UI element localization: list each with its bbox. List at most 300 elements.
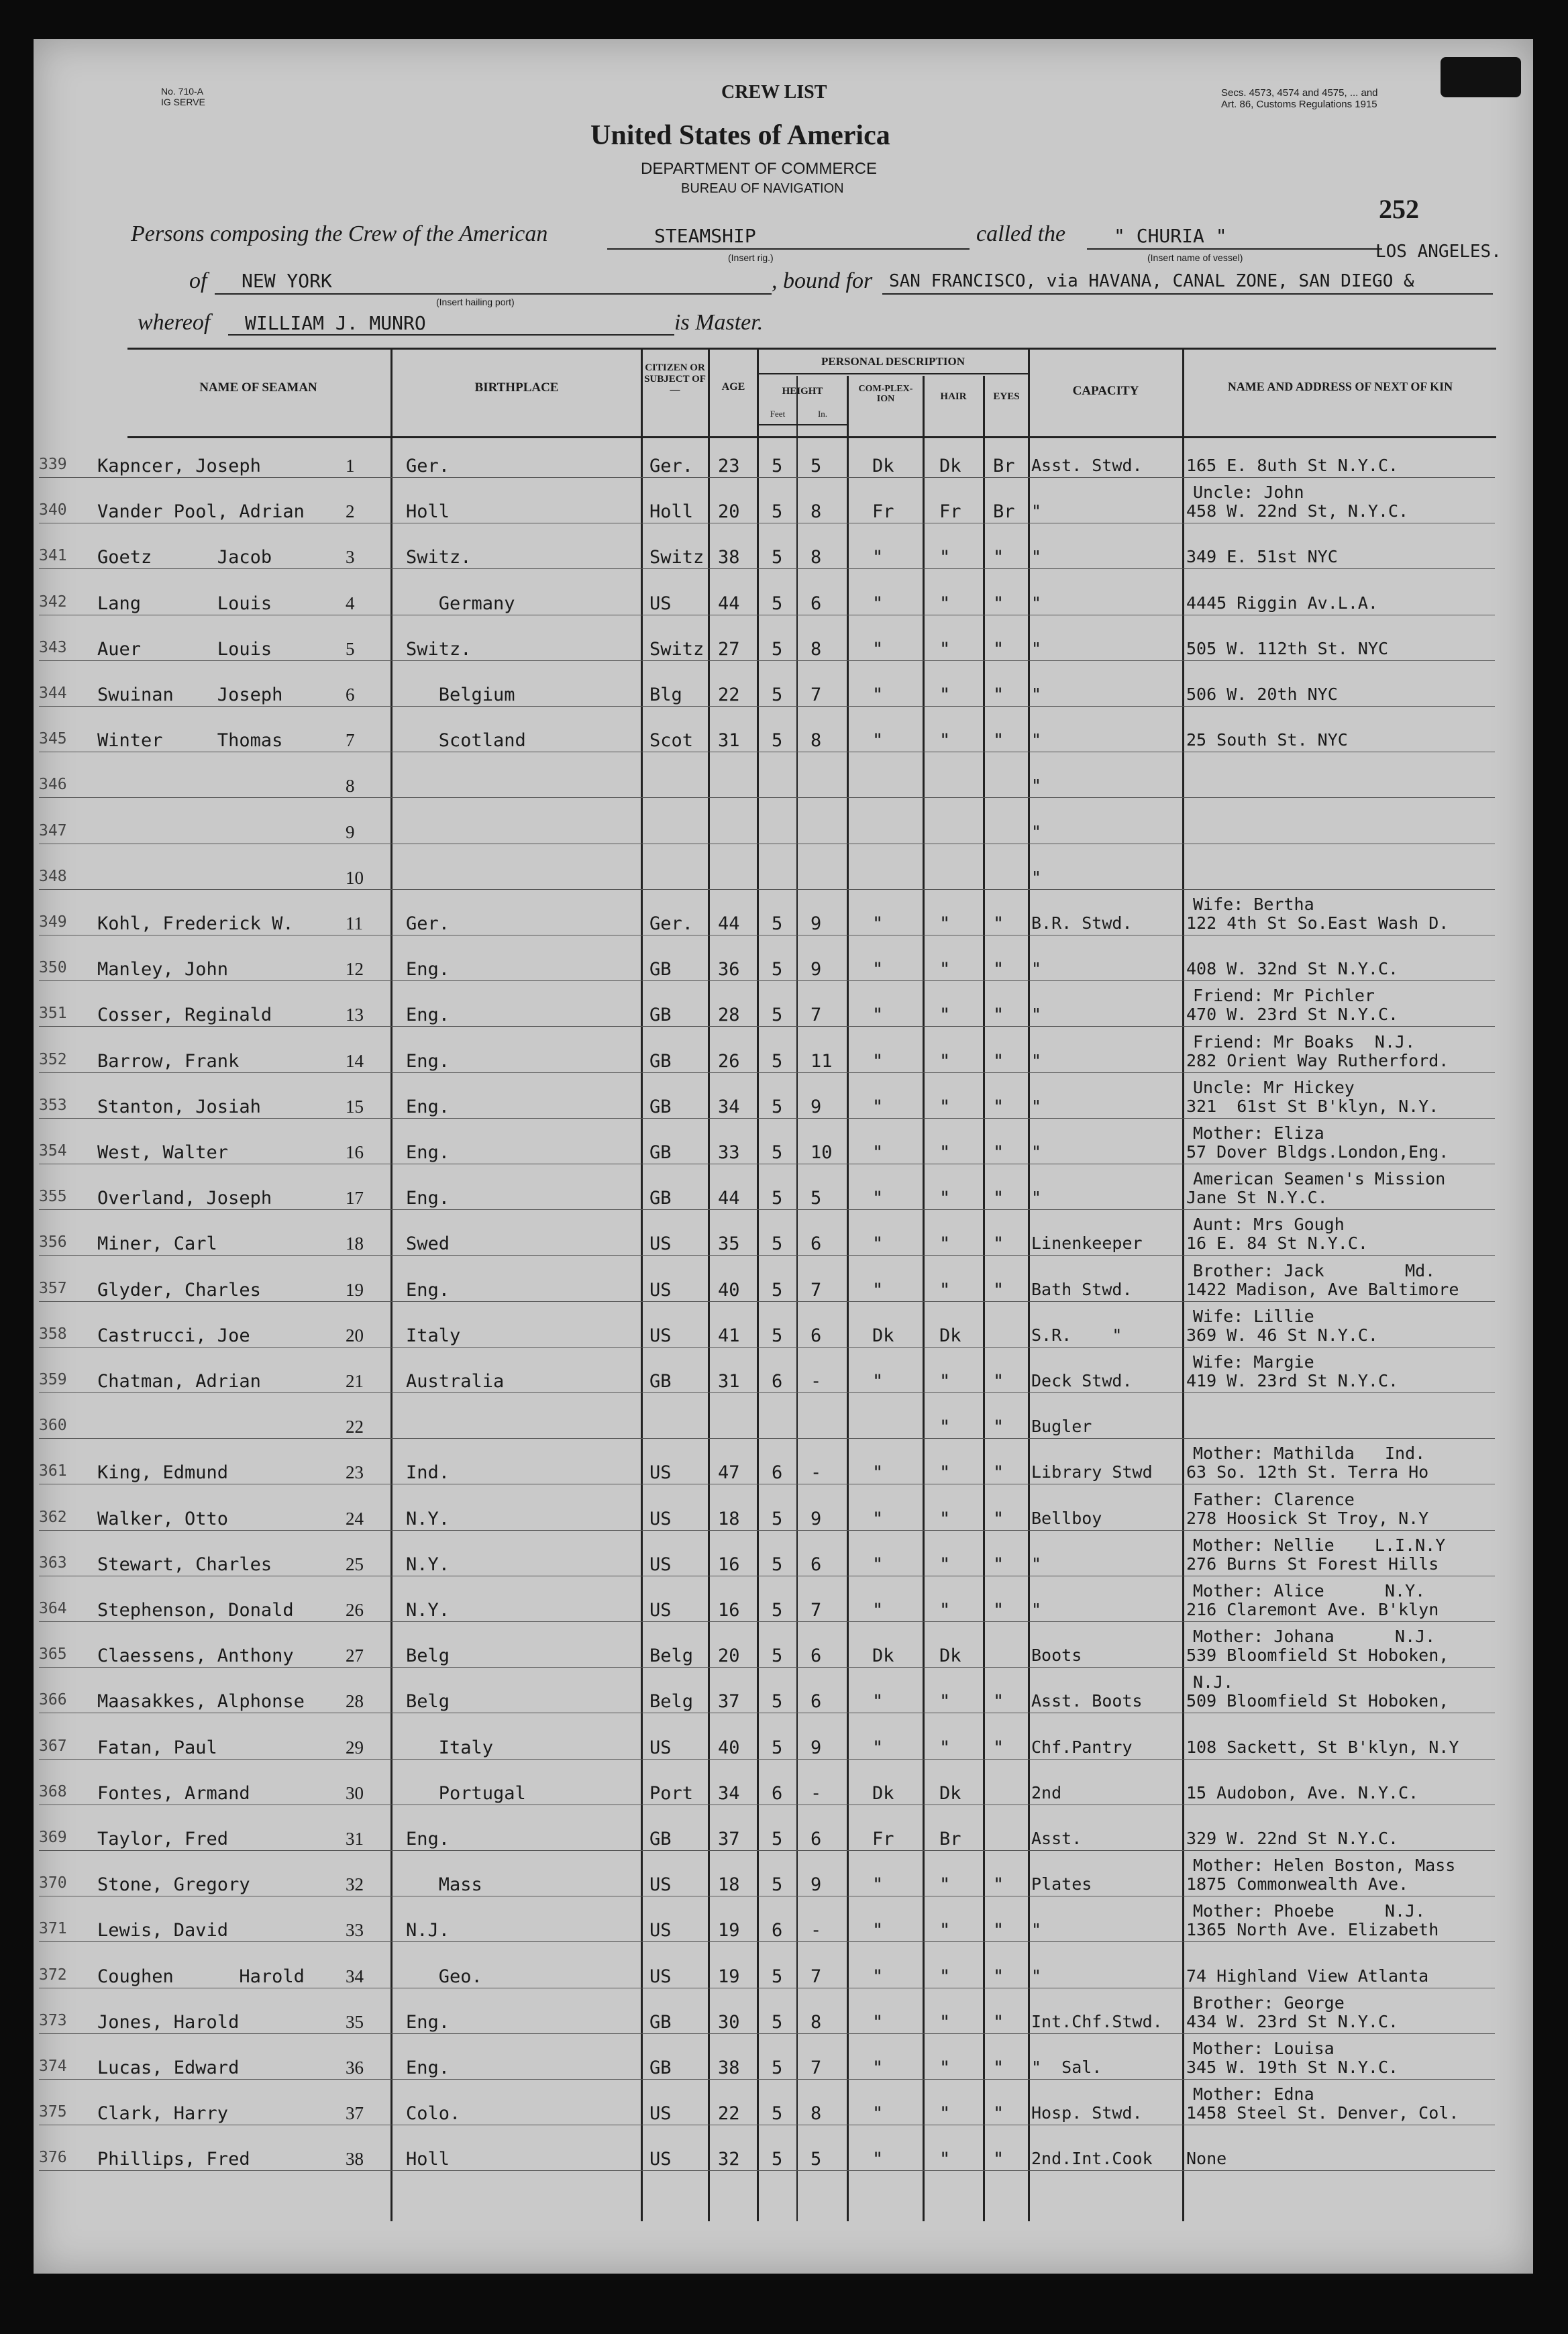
- row-rule: [39, 477, 1495, 478]
- citizenship: US: [649, 1508, 672, 1529]
- birthplace: Belgium: [406, 684, 515, 705]
- seaman-number: 18: [346, 1233, 364, 1254]
- citizenship: GB: [649, 1829, 672, 1849]
- citizenship: Scot: [649, 730, 694, 752]
- citizenship: Ger.: [649, 456, 694, 476]
- height-feet: 5: [772, 547, 783, 568]
- kin-name: American Seamen's Mission: [1193, 1169, 1446, 1189]
- birthplace: Eng.: [406, 1188, 450, 1209]
- capacity: Hosp. Stwd.: [1031, 2103, 1143, 2123]
- eyes: ": [993, 1554, 1004, 1575]
- eyes: ": [993, 1600, 1004, 1621]
- kin-address: 419 W. 23rd St N.Y.C.: [1186, 1371, 1399, 1390]
- citizenship: US: [649, 1600, 672, 1621]
- complexion: ": [872, 1279, 884, 1301]
- eyes: ": [993, 2103, 1004, 2125]
- seaman-number: 21: [346, 1371, 364, 1391]
- capacity: ": [1031, 730, 1042, 750]
- hair: ": [939, 2011, 951, 2033]
- kin-name: Wife: Margie: [1193, 1352, 1314, 1372]
- capacity: ": [1031, 684, 1042, 704]
- citizenship: GB: [649, 1188, 672, 1209]
- height-feet: 5: [772, 1691, 783, 1713]
- height-inches: 8: [811, 638, 822, 660]
- kin-name: N.J.: [1193, 1672, 1234, 1692]
- complexion: ": [872, 1508, 884, 1529]
- seaman-number: 35: [346, 2011, 364, 2032]
- citizenship: Switz: [649, 547, 704, 568]
- eyes: ": [993, 2011, 1004, 2033]
- row-line-number: 368: [39, 1782, 67, 1800]
- height-inches: 7: [811, 2058, 822, 2078]
- eyes: ": [993, 547, 1004, 568]
- kin-address: 282 Orient Way Rutherford.: [1186, 1050, 1449, 1070]
- kin-name: Friend: Mr Pichler: [1193, 986, 1375, 1006]
- birthplace: Eng.: [406, 2058, 450, 2078]
- row-line-number: 346: [39, 776, 67, 794]
- age: 34: [718, 1096, 740, 1117]
- col-hair: HAIR: [940, 391, 967, 402]
- row-line-number: 362: [39, 1508, 67, 1526]
- called-label: called the: [976, 221, 1066, 246]
- height-feet: 5: [772, 2149, 783, 2170]
- kin-address: 1365 North Ave. Elizabeth: [1186, 1920, 1439, 1940]
- row-rule: [39, 1209, 1495, 1210]
- seaman-number: 32: [346, 1874, 364, 1895]
- age: 28: [718, 1005, 740, 1026]
- height-inches: -: [811, 1920, 822, 1941]
- complexion: ": [872, 2011, 884, 2033]
- height-feet: 5: [772, 1005, 783, 1026]
- eyes: Br: [993, 501, 1015, 523]
- age: 18: [718, 1508, 740, 1529]
- kin-name: Mother: Edna: [1193, 2084, 1314, 2104]
- row-line-number: 347: [39, 821, 67, 840]
- complexion: ": [872, 1600, 884, 1621]
- capacity: Boots: [1031, 1645, 1082, 1666]
- row-line-number: 348: [39, 867, 67, 885]
- capacity: " Sal.: [1031, 2058, 1102, 2077]
- age: 16: [718, 1554, 740, 1575]
- row-rule: [39, 2170, 1495, 2171]
- seaman-number: 36: [346, 2058, 364, 2078]
- birthplace: Italy: [406, 1325, 461, 1346]
- height-inches: 8: [811, 501, 822, 523]
- crew-line-label: Persons composing the Crew of the American: [131, 221, 548, 246]
- kin-name: Mother: Alice N.Y.: [1193, 1581, 1426, 1601]
- kin-name: Brother: George: [1193, 1992, 1345, 2013]
- seaman-number: 2: [346, 501, 355, 522]
- seaman-number: 33: [346, 1920, 364, 1941]
- row-rule: [39, 1026, 1495, 1027]
- seaman-number: 30: [346, 1782, 364, 1803]
- col-birthplace: BIRTHPLACE: [474, 380, 559, 395]
- seaman-name: Miner, Carl: [97, 1233, 217, 1255]
- col-capacity: CAPACITY: [1072, 384, 1139, 398]
- rig-hint: (Insert rig.): [728, 252, 774, 263]
- citizenship: US: [649, 1325, 672, 1346]
- row-line-number: 363: [39, 1554, 67, 1572]
- eyes: ": [993, 1371, 1004, 1392]
- kin-name: Mother: Louisa: [1193, 2039, 1335, 2058]
- seaman-number: 6: [346, 684, 355, 705]
- form-number: No. 710-A IG SERVE: [161, 86, 205, 107]
- complexion: ": [872, 1554, 884, 1575]
- height-feet: 5: [772, 684, 783, 705]
- height-feet: 5: [772, 1050, 783, 1072]
- seaman-number: 23: [346, 1462, 364, 1483]
- eyes: ": [993, 684, 1004, 705]
- seaman-number: 38: [346, 2149, 364, 2170]
- complexion: ": [872, 730, 884, 752]
- citizenship: US: [649, 1920, 672, 1941]
- seaman-name: Stephenson, Donald: [97, 1600, 294, 1621]
- hair: ": [939, 1005, 951, 1026]
- seaman-name: Manley, John: [97, 959, 229, 980]
- capacity: S.R. ": [1031, 1325, 1122, 1345]
- kin-address: 369 W. 46 St N.Y.C.: [1186, 1325, 1378, 1345]
- citizenship: Switz: [649, 638, 704, 660]
- age: 44: [718, 593, 740, 614]
- seaman-name: Swuinan Joseph: [97, 684, 283, 705]
- age: 34: [718, 1782, 740, 1804]
- citizenship: US: [649, 2149, 672, 2170]
- age: 44: [718, 913, 740, 934]
- seaman-name: Glyder, Charles: [97, 1279, 261, 1301]
- whereof-label: whereof: [138, 310, 211, 335]
- row-rule: [39, 2033, 1495, 2034]
- row-rule: [39, 660, 1495, 661]
- birthplace: Swed: [406, 1233, 450, 1255]
- citizenship: GB: [649, 2011, 672, 2033]
- seaman-number: 22: [346, 1417, 364, 1437]
- age: 31: [718, 1371, 740, 1392]
- height-inches: 9: [811, 1096, 822, 1117]
- height-inches: 9: [811, 1737, 822, 1758]
- hair: ": [939, 1874, 951, 1896]
- height-feet: 5: [772, 1188, 783, 1209]
- seaman-number: 17: [346, 1188, 364, 1209]
- row-line-number: 340: [39, 501, 67, 519]
- row-line-number: 344: [39, 684, 67, 702]
- kin-address: 15 Audobon, Ave. N.Y.C.: [1186, 1782, 1419, 1803]
- row-rule: [39, 1255, 1495, 1256]
- capacity: Library Stwd: [1031, 1462, 1153, 1482]
- eyes: ": [993, 1233, 1004, 1255]
- height-feet: 5: [772, 1096, 783, 1117]
- birthplace: Belg: [406, 1691, 450, 1713]
- height-inches: 8: [811, 2011, 822, 2033]
- age: 27: [718, 638, 740, 660]
- seaman-number: 7: [346, 730, 355, 751]
- row-line-number: 352: [39, 1050, 67, 1068]
- complexion: ": [872, 1142, 884, 1163]
- complexion: Dk: [872, 1782, 894, 1804]
- kin-name: Wife: Bertha: [1193, 895, 1314, 914]
- row-line-number: 376: [39, 2149, 67, 2167]
- complexion: Dk: [872, 1645, 894, 1667]
- seaman-name: King, Edmund: [97, 1462, 229, 1484]
- seaman-name: Stewart, Charles: [97, 1554, 272, 1575]
- complexion: ": [872, 2103, 884, 2125]
- complexion: ": [872, 638, 884, 660]
- citizenship: GB: [649, 1371, 672, 1392]
- hair: ": [939, 593, 951, 614]
- birthplace: Germany: [406, 593, 515, 614]
- seaman-name: Walker, Otto: [97, 1508, 229, 1529]
- hair: Dk: [939, 456, 961, 476]
- seaman-name: Fatan, Paul: [97, 1737, 217, 1758]
- seaman-name: Clark, Harry: [97, 2103, 229, 2125]
- row-line-number: 342: [39, 593, 67, 611]
- citizenship: Port: [649, 1782, 694, 1804]
- height-inches: 6: [811, 1325, 822, 1346]
- row-line-number: 371: [39, 1920, 67, 1938]
- height-feet: 5: [772, 1279, 783, 1301]
- complexion: ": [872, 1966, 884, 1987]
- hair: Br: [939, 1829, 961, 1849]
- row-line-number: 343: [39, 638, 67, 656]
- seaman-name: Lang Louis: [97, 593, 272, 614]
- citizenship: GB: [649, 1050, 672, 1072]
- seaman-number: 1: [346, 456, 355, 476]
- capacity: 2nd.Int.Cook: [1031, 2149, 1153, 2169]
- kin-name: Mother: Phoebe N.J.: [1193, 1901, 1426, 1921]
- kin-address: 408 W. 32nd St N.Y.C.: [1186, 959, 1399, 979]
- eyes: ": [993, 1462, 1004, 1484]
- col-name-of-seaman: NAME OF SEAMAN: [199, 380, 317, 395]
- kin-address: 57 Dover Bldgs.London,Eng.: [1186, 1142, 1449, 1162]
- capacity: Chf.Pantry: [1031, 1737, 1133, 1757]
- hair: Dk: [939, 1645, 961, 1667]
- seaman-name: Kohl, Frederick W.: [97, 913, 294, 934]
- height-feet: 5: [772, 501, 783, 523]
- age: 22: [718, 2103, 740, 2125]
- complexion: ": [872, 1050, 884, 1072]
- age: 16: [718, 1600, 740, 1621]
- kin-address: 165 E. 8uth St N.Y.C.: [1186, 456, 1399, 475]
- eyes: ": [993, 1691, 1004, 1713]
- hair: ": [939, 684, 951, 705]
- destination-extra: LOS ANGELES.: [1375, 242, 1502, 262]
- height-feet: 5: [772, 1233, 783, 1255]
- kin-name: Mother: Helen Boston, Mass: [1193, 1856, 1456, 1876]
- birthplace: Eng.: [406, 1005, 450, 1026]
- age: 32: [718, 2149, 740, 2170]
- height-inches: 8: [811, 547, 822, 568]
- age: 38: [718, 547, 740, 568]
- height-feet: 5: [772, 2103, 783, 2125]
- height-inches: -: [811, 1371, 822, 1392]
- birthplace: Ind.: [406, 1462, 450, 1484]
- citizenship: US: [649, 1279, 672, 1301]
- age: 33: [718, 1142, 740, 1163]
- hailing-port: NEW YORK: [242, 270, 332, 292]
- col-citizen: CITIZEN OR SUBJECT OF—: [644, 362, 706, 395]
- kin-name: Brother: Jack Md.: [1193, 1260, 1436, 1280]
- row-rule: [39, 1941, 1495, 1942]
- hair: Fr: [939, 501, 961, 523]
- eyes: ": [993, 638, 1004, 660]
- seaman-name: Stanton, Josiah: [97, 1096, 261, 1117]
- height-feet: 6: [772, 1371, 783, 1392]
- citizenship: Ger.: [649, 913, 694, 934]
- capacity: ": [1031, 959, 1042, 979]
- height-inches: 9: [811, 1508, 822, 1529]
- capacity: B.R. Stwd.: [1031, 913, 1133, 933]
- height-feet: 5: [772, 1737, 783, 1758]
- corner-damage: [1441, 57, 1521, 97]
- row-line-number: 367: [39, 1737, 67, 1755]
- seaman-name: Stone, Gregory: [97, 1874, 250, 1896]
- birthplace: N.J.: [406, 1920, 450, 1941]
- height-inches: 9: [811, 913, 822, 934]
- seaman-name: Chatman, Adrian: [97, 1371, 261, 1392]
- birthplace: Eng.: [406, 1142, 450, 1163]
- hair: ": [939, 1462, 951, 1484]
- kin-address: 458 W. 22nd St, N.Y.C.: [1186, 501, 1409, 521]
- capacity: ": [1031, 1554, 1042, 1574]
- citizenship: Belg: [649, 1691, 694, 1713]
- age: 37: [718, 1691, 740, 1713]
- birthplace: N.Y.: [406, 1600, 450, 1621]
- crew-list-title: CREW LIST: [721, 82, 827, 103]
- capacity: 2nd: [1031, 1782, 1062, 1803]
- capacity: Asst. Boots: [1031, 1691, 1143, 1711]
- eyes: ": [993, 1737, 1004, 1758]
- height-inches: 9: [811, 1874, 822, 1896]
- row-line-number: 369: [39, 1829, 67, 1846]
- row-rule: [39, 1118, 1495, 1119]
- seaman-name: Overland, Joseph: [97, 1188, 272, 1209]
- hair: ": [939, 959, 951, 980]
- complexion: ": [872, 593, 884, 614]
- seaman-number: 25: [346, 1554, 364, 1574]
- capacity: ": [1031, 821, 1042, 842]
- seaman-name: Auer Louis: [97, 638, 272, 660]
- height-feet: 5: [772, 2011, 783, 2033]
- eyes: Br: [993, 456, 1015, 476]
- hair: ": [939, 1233, 951, 1255]
- height-feet: 5: [772, 456, 783, 476]
- seaman-name: Fontes, Armand: [97, 1782, 250, 1804]
- row-line-number: 351: [39, 1005, 67, 1023]
- kin-address: 505 W. 112th St. NYC: [1186, 638, 1389, 658]
- seaman-number: 11: [346, 913, 363, 933]
- row-rule: [39, 568, 1495, 569]
- hair: ": [939, 1508, 951, 1529]
- complexion: ": [872, 2058, 884, 2078]
- height-feet: 5: [772, 1966, 783, 1987]
- complexion: ": [872, 2149, 884, 2170]
- birthplace: Belg: [406, 1645, 450, 1667]
- row-rule: [39, 1301, 1495, 1302]
- seaman-name: Goetz Jacob: [97, 547, 272, 568]
- eyes: ": [993, 2058, 1004, 2078]
- seaman-number: 8: [346, 776, 355, 797]
- seaman-name: Barrow, Frank: [97, 1050, 240, 1072]
- seaman-number: 29: [346, 1737, 364, 1758]
- port-hint: (Insert hailing port): [436, 297, 515, 307]
- col-complexion: COM-PLEX-ION: [858, 384, 913, 405]
- eyes: ": [993, 1188, 1004, 1209]
- citizenship: US: [649, 1874, 672, 1896]
- age: 40: [718, 1737, 740, 1758]
- eyes: ": [993, 1005, 1004, 1026]
- of-label: of: [189, 268, 207, 293]
- hair: ": [939, 1142, 951, 1163]
- eyes: ": [993, 1142, 1004, 1163]
- capacity: ": [1031, 776, 1042, 796]
- kin-address: 1875 Commonwealth Ave.: [1186, 1874, 1409, 1894]
- hair: ": [939, 547, 951, 568]
- kin-name: Mother: Johana N.J.: [1193, 1627, 1436, 1647]
- seaman-name: Jones, Harold: [97, 2011, 240, 2033]
- row-line-number: 355: [39, 1188, 67, 1206]
- hair: ": [939, 913, 951, 934]
- country-title: United States of America: [590, 120, 890, 151]
- age: 37: [718, 1829, 740, 1849]
- row-line-number: 364: [39, 1600, 67, 1617]
- eyes: ": [993, 1096, 1004, 1117]
- capacity: ": [1031, 1050, 1042, 1070]
- destination: SAN FRANCISCO, via HAVANA, CANAL ZONE, SAN DIEGO &: [889, 271, 1414, 291]
- complexion: ": [872, 1371, 884, 1392]
- age: 19: [718, 1966, 740, 1987]
- kin-name: Wife: Lillie: [1193, 1306, 1314, 1326]
- birthplace: N.Y.: [406, 1554, 450, 1575]
- height-inches: 6: [811, 593, 822, 614]
- kin-name: Uncle: Mr Hickey: [1193, 1077, 1355, 1097]
- capacity: ": [1031, 1188, 1042, 1208]
- seaman-number: 26: [346, 1600, 364, 1620]
- hair: ": [939, 1050, 951, 1072]
- seaman-name: Claessens, Anthony: [97, 1645, 294, 1667]
- row-line-number: 372: [39, 1966, 67, 1984]
- birthplace: Eng.: [406, 1096, 450, 1117]
- height-inches: 6: [811, 1645, 822, 1667]
- age: 22: [718, 684, 740, 705]
- row-rule: [39, 980, 1495, 981]
- capacity: ": [1031, 638, 1042, 658]
- citizenship: US: [649, 1966, 672, 1987]
- kin-address: 1458 Steel St. Denver, Col.: [1186, 2103, 1459, 2123]
- kin-name: Friend: Mr Boaks N.J.: [1193, 1031, 1416, 1052]
- height-feet: 5: [772, 913, 783, 934]
- eyes: ": [993, 1874, 1004, 1896]
- seaman-name: Castrucci, Joe: [97, 1325, 250, 1346]
- vessel-type: STEAMSHIP: [654, 225, 756, 247]
- age: 18: [718, 1874, 740, 1896]
- row-line-number: 375: [39, 2103, 67, 2121]
- kin-address: 74 Highland View Atlanta: [1186, 1966, 1429, 1986]
- height-inches: 6: [811, 1554, 822, 1575]
- seaman-number: 13: [346, 1005, 364, 1025]
- height-feet: 5: [772, 1508, 783, 1529]
- complexion: ": [872, 1005, 884, 1026]
- kin-name: Uncle: John: [1193, 483, 1304, 503]
- birthplace: Switz.: [406, 547, 472, 568]
- hair: ": [939, 1096, 951, 1117]
- seaman-number: 28: [346, 1691, 364, 1712]
- citizenship: Holl: [649, 501, 694, 523]
- citizenship: Belg: [649, 1645, 694, 1667]
- seaman-number: 27: [346, 1645, 364, 1666]
- height-inches: 11: [811, 1050, 833, 1072]
- complexion: ": [872, 1096, 884, 1117]
- row-line-number: 366: [39, 1691, 67, 1709]
- seaman-number: 34: [346, 1966, 364, 1986]
